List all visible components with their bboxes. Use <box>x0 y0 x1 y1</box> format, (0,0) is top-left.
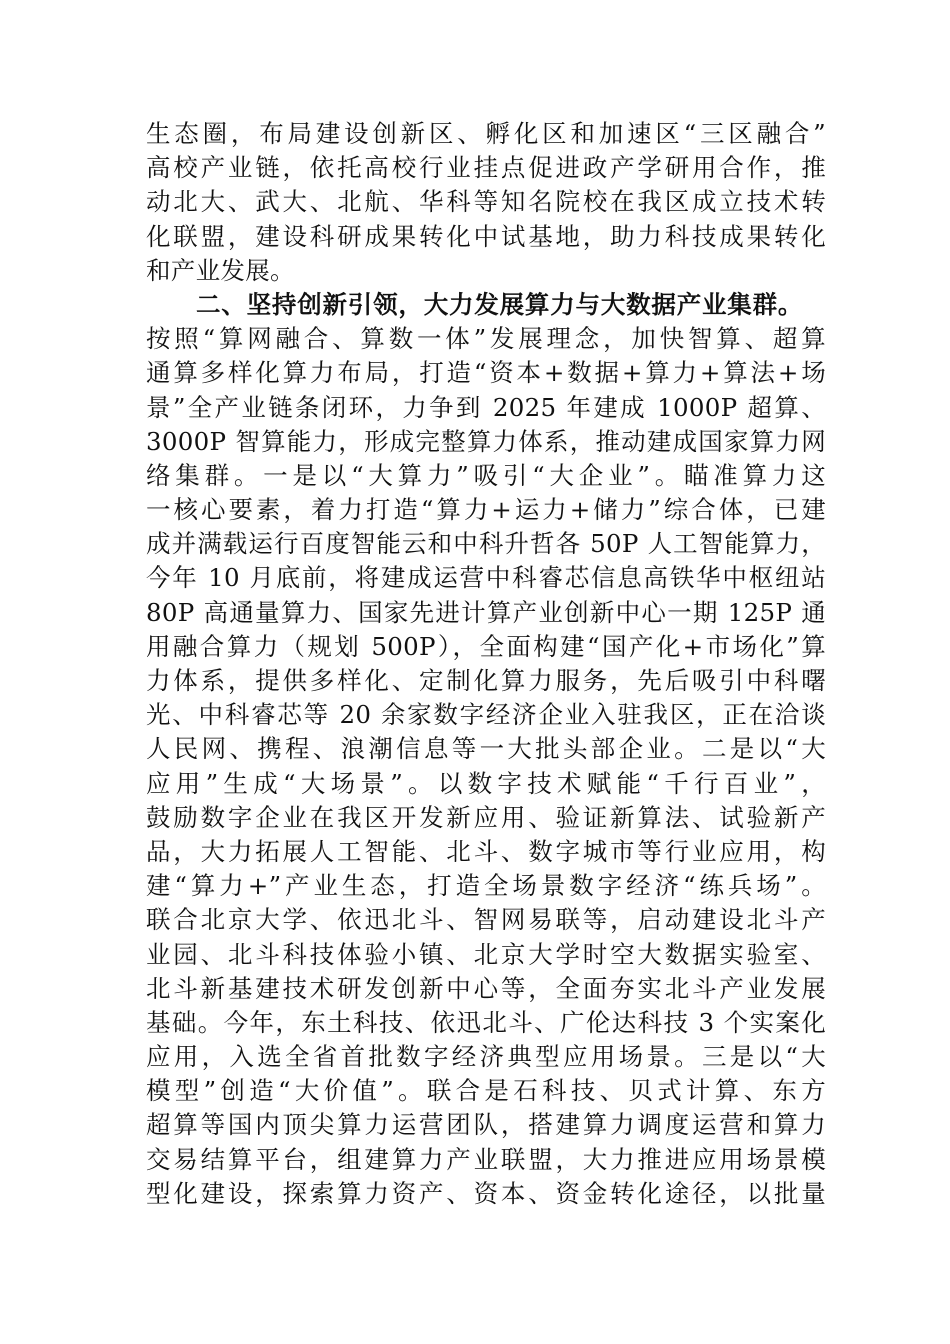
text-line: 交易结算平台，组建算力产业联盟，大力推进应用场景模 <box>146 1144 826 1174</box>
text-line: 络集群。一是以“大算力”吸引“大企业”。瞄准算力这 <box>146 460 826 490</box>
text-line: 今年 10 月底前，将建成运营中科睿芯信息高铁华中枢纽站 <box>146 563 826 593</box>
text-line: 鼓励数字企业在我区开发新应用、验证新算法、试验新产 <box>146 802 826 832</box>
body-text <box>146 117 826 1211</box>
text-line: 力体系，提供多样化、定制化算力服务，先后吸引中科曙 <box>146 666 826 695</box>
text-line: 超算等国内顶尖算力运营团队，搭建算力调度运营和算力 <box>146 1110 826 1140</box>
text-line: 联合北京大学、依迅北斗、智网易联等，启动建设北斗产 <box>146 905 826 935</box>
text-line: 品，大力拓展人工智能、北斗、数字城市等行业应用，构 <box>146 836 826 866</box>
text-line: 通算多样化算力布局，打造“资本+数据+算力+算法+场 <box>146 358 826 388</box>
text-line: 景”全产业链条闭环，力争到 2025 年建成 1000P 超算、 <box>146 392 826 422</box>
text-line: 80P 高通量算力、国家先进计算产业创新中心一期 125P 通 <box>146 597 826 627</box>
text-line: 一核心要素，着力打造“算力+运力+储力”综合体，已建 <box>146 495 826 525</box>
text-line: 型化建设，探索算力资产、资本、资金转化途径，以批量 <box>146 1178 826 1208</box>
text-line: 应用”生成“大场景”。以数字技术赋能“千行百业”， <box>146 768 826 798</box>
section-heading: 二、坚持创新引领，大力发展算力与大数据产业集群。 <box>196 289 804 319</box>
text-line: 北斗新基建技术研发创新中心等，全面夯实北斗产业发展 <box>146 973 826 1003</box>
text-line: 3000P 智算能力，形成完整算力体系，推动建成国家算力网 <box>146 426 826 456</box>
text-line: 模型”创造“大价值”。联合是石科技、贝式计算、东方 <box>146 1076 826 1106</box>
text-line: 人民网、携程、浪潮信息等一大批头部企业。二是以“大 <box>146 734 826 764</box>
text-line: 应用，入选全省首批数字经济典型应用场景。三是以“大 <box>146 1042 826 1072</box>
text-line: 生态圈，布局建设创新区、孵化区和加速区“三区融合” <box>146 119 826 148</box>
text-line: 光、中科睿芯等 20 余家数字经济企业入驻我区，正在洽谈 <box>146 700 826 730</box>
text-line: 建“算力+”产业生态，打造全场景数字经济“练兵场”。 <box>146 871 826 901</box>
text-line: 化联盟，建设科研成果转化中试基地，助力科技成果转化 <box>146 221 826 251</box>
text-line: 用融合算力（规划 500P），全面构建“国产化+市场化”算 <box>146 631 826 661</box>
text-line: 和产业发展。 <box>146 255 295 285</box>
text-line: 成并满载运行百度智能云和中科升哲各 50P 人工智能算力， <box>146 529 826 559</box>
text-line: 高校产业链，依托高校行业挂点促进政产学研用合作，推 <box>146 153 826 183</box>
text-line: 动北大、武大、北航、华科等知名院校在我区成立技术转 <box>146 187 826 217</box>
text-line: 业园、北斗科技体验小镇、北京大学时空大数据实验室、 <box>146 939 826 969</box>
text-line: 按照“算网融合、算数一体”发展理念，加快智算、超算 <box>146 324 826 354</box>
text-line: 基础。今年，东土科技、依迅北斗、广伦达科技 3 个实案化 <box>146 1007 826 1037</box>
